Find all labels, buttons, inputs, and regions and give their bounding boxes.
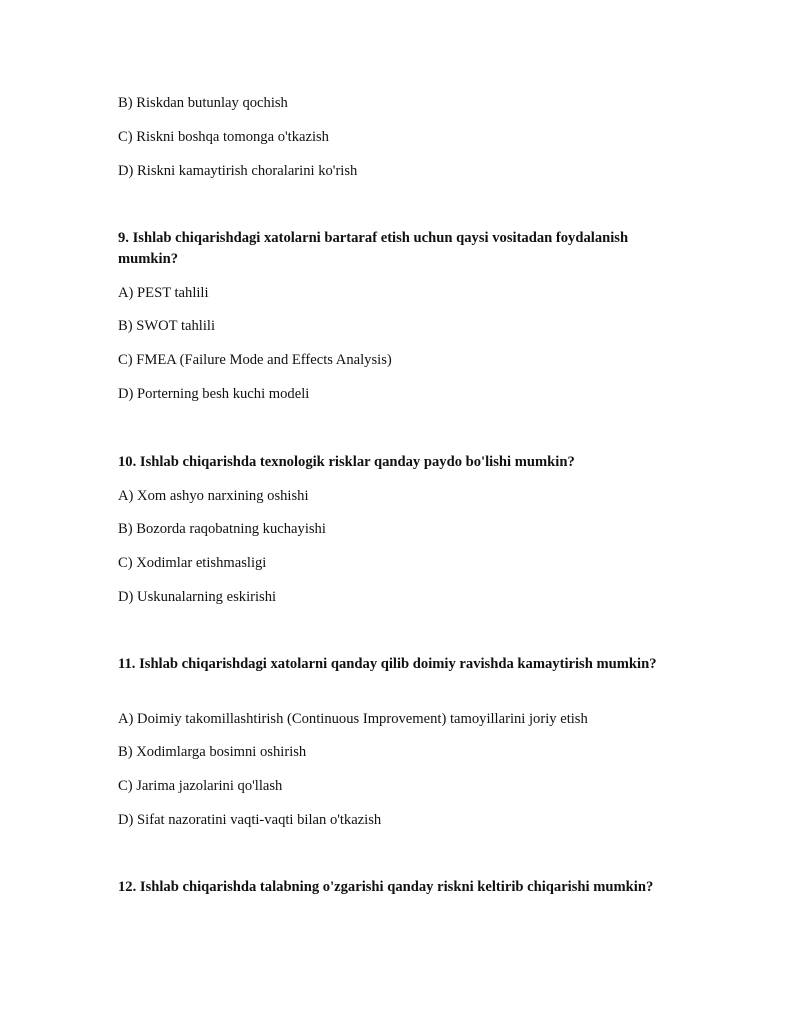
question-11-option-d: D) Sifat nazoratini vaqti-vaqti bilan o'tkazish	[118, 812, 382, 828]
question-10-option-a: A) Xom ashyo narxining oshishi	[118, 488, 309, 504]
question-10-option-c: C) Xodimlar etishmasligi	[118, 555, 267, 571]
option-prev-b: B) Riskdan butunlay qochish	[118, 95, 288, 111]
question-9-title: 9. Ishlab chiqarishdagi xatolarni bartaraf etish uchun qaysi vositadan foydalanish mumkin?	[118, 230, 629, 267]
question-11-option-b: B) Xodimlarga bosimni oshirish	[118, 744, 307, 760]
question-11-title: 11. Ishlab chiqarishdagi xatolarni qanday qilib doimiy ravishda kamaytirish mumkin?	[118, 656, 657, 672]
question-12-title: 12. Ishlab chiqarishda talabning o'zgarishi qanday riskni keltirib chiqarishi mumkin?	[118, 879, 654, 895]
question-10-option-b: B) Bozorda raqobatning kuchayishi	[118, 521, 326, 537]
question-10-option-d: D) Uskunalarning eskirishi	[118, 589, 277, 605]
question-11-option-c: C) Jarima jazolarini qo'llash	[118, 778, 283, 794]
question-9-option-d: D) Porterning besh kuchi modeli	[118, 386, 310, 402]
question-11-option-a: A) Doimiy takomillashtirish (Continuous Improvement) tamoyillarini joriy etish	[118, 711, 588, 727]
option-prev-c: C) Riskni boshqa tomonga o'tkazish	[118, 129, 329, 145]
option-prev-d: D) Riskni kamaytirish choralarini ko'rish	[118, 163, 358, 179]
question-10-title: 10. Ishlab chiqarishda texnologik risklar qanday paydo bo'lishi mumkin?	[118, 454, 575, 470]
question-9-option-a: A) PEST tahlili	[118, 285, 209, 301]
question-9-option-c: C) FMEA (Failure Mode and Effects Analysis)	[118, 352, 392, 368]
question-9-option-b: B) SWOT tahlili	[118, 318, 216, 334]
